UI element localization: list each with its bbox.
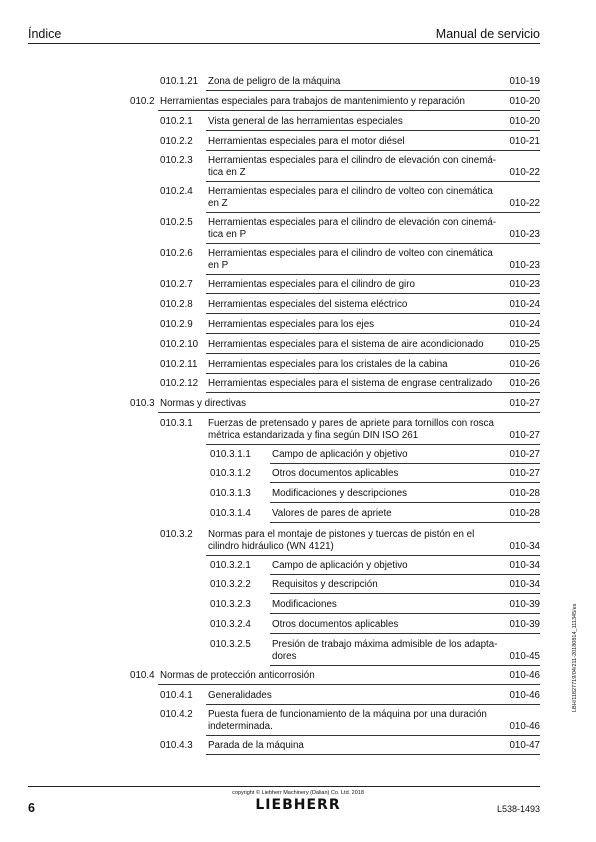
toc-entry-underline (206, 293, 540, 294)
toc-entry-underline (158, 684, 540, 685)
toc-entry-title: Generalidades (208, 690, 272, 701)
toc-entry-underline (206, 373, 540, 374)
header-divider (28, 43, 540, 44)
toc-entry-title: Normas de protección anticorrosión (160, 670, 315, 681)
side-document-code: LBH/11827719/04/211-20180814_111345/es (572, 603, 578, 712)
toc-entry-number: 010.2.3 (160, 155, 193, 166)
header-section: Índice (28, 27, 62, 41)
toc-entry-page: 010-45 (509, 651, 540, 662)
toc-entry-number: 010.2.5 (160, 217, 193, 228)
toc-entry-page: 010-39 (509, 619, 540, 630)
toc-entry-page: 010-24 (509, 319, 540, 330)
toc-entry-page: 010-19 (509, 76, 540, 87)
toc-entry-number: 010.4.2 (160, 709, 193, 720)
toc-entry-title: Herramientas especiales para el sistema de engrase centralizado (208, 378, 493, 389)
toc-entry[interactable] (160, 279, 540, 293)
toc-entry-underline (206, 274, 540, 275)
toc-entry-page: 010-27 (509, 430, 540, 441)
toc-entry-title: Herramientas especiales del sistema eléctrico (208, 299, 408, 310)
toc-entry[interactable] (210, 488, 540, 502)
toc-entry-page: 010-34 (509, 579, 540, 590)
toc-entry-title: Otros documentos aplicables (272, 619, 399, 630)
toc-entry-page: 010-25 (509, 339, 540, 350)
copyright-notice: copyright © Liebherr Machinery (Dalian) Co. Ltd. 2018 (232, 790, 364, 796)
liebherr-logo: LIEBHERR (255, 797, 341, 813)
toc-entry-number: 010.3.1.3 (210, 488, 251, 499)
toc-entry-page: 010-23 (509, 229, 540, 240)
toc-entry-underline (206, 212, 540, 213)
toc-entry-page: 010-39 (509, 599, 540, 610)
toc-entry-title: Herramientas especiales para el cilindro de volteo con cinemática en P (208, 248, 493, 271)
toc-entry-page: 010-28 (509, 508, 540, 519)
toc-entry-underline (206, 313, 540, 314)
toc-entry-number: 010.2.4 (160, 186, 193, 197)
toc-entry-page: 010-24 (509, 299, 540, 310)
toc-entry[interactable] (160, 116, 540, 130)
toc-entry[interactable] (160, 529, 540, 555)
toc-entry[interactable] (210, 468, 540, 482)
toc-entry[interactable] (130, 96, 540, 110)
toc-entry-page: 010-46 (509, 670, 540, 681)
toc-entry-page: 010-22 (509, 167, 540, 178)
toc-entry[interactable] (160, 155, 540, 181)
toc-entry-title: Modificaciones y descripciones (272, 488, 408, 499)
toc-entry-underline (206, 130, 540, 131)
toc-entry[interactable] (160, 690, 540, 704)
toc-entry-number: 010.3.1.4 (210, 508, 251, 519)
toc-entry-number: 010.3.2.1 (210, 560, 251, 571)
toc-entry-title: Valores de pares de apriete (272, 508, 392, 519)
toc-entry-underline (206, 353, 540, 354)
toc-entry[interactable] (210, 449, 540, 463)
toc-entry-title: Fuerzas de pretensado y pares de apriete para tornillos con rosca métrica estandarizada y fina según DIN ISO 261 (208, 418, 494, 441)
toc-entry-title: Herramientas especiales para el sistema de aire acondicionado (208, 339, 484, 350)
toc-entry[interactable] (210, 639, 540, 665)
toc-entry-number: 010.3.2.2 (210, 579, 251, 590)
toc-entry-page: 010-27 (509, 468, 540, 479)
toc-entry-page: 010-23 (509, 279, 540, 290)
toc-entry[interactable] (160, 136, 540, 150)
toc-entry-title: Herramientas especiales para los cristales de la cabina (208, 359, 448, 370)
toc-entry[interactable] (130, 670, 540, 684)
toc-entry-title: Modificaciones (272, 599, 337, 610)
toc-entry-underline (206, 243, 540, 244)
toc-entry[interactable] (160, 76, 540, 90)
toc-entry-underline (270, 574, 540, 575)
toc-entry-page: 010-26 (509, 359, 540, 370)
toc-entry-page: 010-34 (509, 541, 540, 552)
toc-entry-underline (270, 613, 540, 614)
toc-entry-page: 010-21 (509, 136, 540, 147)
toc-entry[interactable] (130, 398, 540, 412)
toc-entry-number: 010.2.8 (160, 299, 193, 310)
toc-entry-underline (206, 150, 540, 151)
toc-entry-page: 010-20 (509, 96, 540, 107)
toc-entry-title: Normas para el montaje de pistones y tuercas de pistón en el cilindro hidráulico (WN 4121) (208, 529, 475, 552)
toc-entry-page: 010-46 (509, 721, 540, 732)
toc-entry-title: Herramientas especiales para trabajos de mantenimiento y reparación (160, 96, 465, 107)
toc-entry-page: 010-46 (509, 690, 540, 701)
toc-entry-number: 010.3.2.4 (210, 619, 251, 630)
toc-entry-title: Presión de trabajo máxima admisible de los adapta- dores (272, 639, 498, 662)
toc-entry[interactable] (210, 579, 540, 593)
toc-entry-title: Herramientas especiales para el cilindro de elevación con cinemá- tica en Z (208, 155, 497, 178)
toc-entry[interactable] (160, 186, 540, 212)
toc-entry-number: 010.3.1.1 (210, 449, 251, 460)
toc-entry-page: 010-26 (509, 378, 540, 389)
toc-entry-title: Campo de aplicación y objetivo (272, 449, 408, 460)
toc-entry-title: Zona de peligro de la máquina (208, 76, 341, 87)
toc-entry-title: Herramientas especiales para el cilindro de giro (208, 279, 415, 290)
toc-entry[interactable] (160, 740, 540, 754)
toc-entry-number: 010.3.2 (160, 529, 193, 540)
toc-entry-underline (206, 735, 540, 736)
toc-entry-underline (270, 522, 540, 523)
toc-entry-number: 010.2.1 (160, 116, 193, 127)
toc-entry[interactable] (160, 378, 540, 392)
toc-entry-underline (270, 633, 540, 634)
toc-entry-underline (206, 754, 540, 755)
toc-entry-title: Herramientas especiales para el motor diésel (208, 136, 405, 147)
toc-entry-title: Vista general de las herramientas especiales (208, 116, 403, 127)
toc-entry-underline (270, 502, 540, 503)
toc-entry-underline (270, 463, 540, 464)
toc-entry-underline (206, 444, 540, 445)
toc-entry[interactable] (160, 339, 540, 353)
toc-entry-number: 010.4.3 (160, 740, 193, 751)
toc-entry-underline (270, 593, 540, 594)
toc-entry-number: 010.3.1.2 (210, 468, 251, 479)
toc-entry-title: Herramientas especiales para el cilindro de volteo con cinemática en Z (208, 186, 493, 209)
toc-entry[interactable] (160, 418, 540, 444)
toc-entry-title: Puesta fuera de funcionamiento de la máquina por una duración indeterminada. (208, 709, 487, 732)
toc-entry-number: 010.4 (130, 670, 155, 681)
toc-entry-number: 010.2.12 (160, 378, 199, 389)
toc-entry-page: 010-34 (509, 560, 540, 571)
toc-entry-page: 010-27 (509, 449, 540, 460)
toc-entry-page: 010-22 (509, 198, 540, 209)
toc-entry-page: 010-28 (509, 488, 540, 499)
toc-entry-number: 010.4.1 (160, 690, 193, 701)
toc-entry[interactable] (160, 709, 540, 735)
toc-entry-underline (270, 482, 540, 483)
toc-entry-page: 010-20 (509, 116, 540, 127)
toc-entry-page: 010-27 (509, 398, 540, 409)
toc-entry-number: 010.2.11 (160, 359, 198, 370)
toc-entry-number: 010.3.2.5 (210, 639, 251, 650)
toc-entry-number: 010.2.10 (160, 339, 199, 350)
document-id: L538-1493 (496, 804, 540, 814)
toc-entry-title: Requisitos y descripción (272, 579, 378, 590)
toc-entry-number: 010.3 (130, 398, 155, 409)
toc-entry-number: 010.2.7 (160, 279, 193, 290)
toc-entry-number: 010.2 (130, 96, 155, 107)
toc-entry[interactable] (160, 359, 540, 373)
toc-entry-title: Otros documentos aplicables (272, 468, 399, 479)
toc-entry-number: 010.2.2 (160, 136, 193, 147)
toc-entry-underline (206, 90, 540, 91)
toc-entry-title: Campo de aplicación y objetivo (272, 560, 408, 571)
toc-entry-number: 010.1.21 (160, 76, 199, 87)
toc-entry[interactable] (160, 248, 540, 274)
toc-entry-number: 010.2.6 (160, 248, 193, 259)
toc-entry-underline (158, 412, 540, 413)
page-number: 6 (28, 801, 35, 815)
toc-entry[interactable] (160, 299, 540, 313)
toc-entry-underline (206, 704, 540, 705)
toc-entry-title: Herramientas especiales para los ejes (208, 319, 375, 330)
toc-entry-underline (206, 181, 540, 182)
footer-divider (28, 786, 540, 787)
toc-entry[interactable] (160, 319, 540, 333)
toc-entry-title: Herramientas especiales para el cilindro de elevación con cinemá- tica en P (208, 217, 497, 240)
toc-entry-underline (206, 555, 540, 556)
toc-entry[interactable] (210, 508, 540, 522)
toc-entry[interactable] (210, 560, 540, 574)
toc-entry[interactable] (210, 599, 540, 613)
toc-entry-page: 010-23 (509, 260, 540, 271)
toc-entry-number: 010.3.2.3 (210, 599, 251, 610)
toc-entry-title: Normas y directivas (160, 398, 247, 409)
toc-entry-page: 010-47 (509, 740, 540, 751)
toc-entry-underline (270, 665, 540, 666)
toc-entry-underline (206, 333, 540, 334)
toc-entry-number: 010.2.9 (160, 319, 193, 330)
toc-entry[interactable] (210, 619, 540, 633)
toc-entry-underline (206, 392, 540, 393)
toc-entry-title: Parada de la máquina (208, 740, 304, 751)
header-manual-title: Manual de servicio (435, 27, 540, 41)
toc-entry[interactable] (160, 217, 540, 243)
toc-entry-number: 010.3.1 (160, 418, 193, 429)
toc-entry-underline (158, 110, 540, 111)
